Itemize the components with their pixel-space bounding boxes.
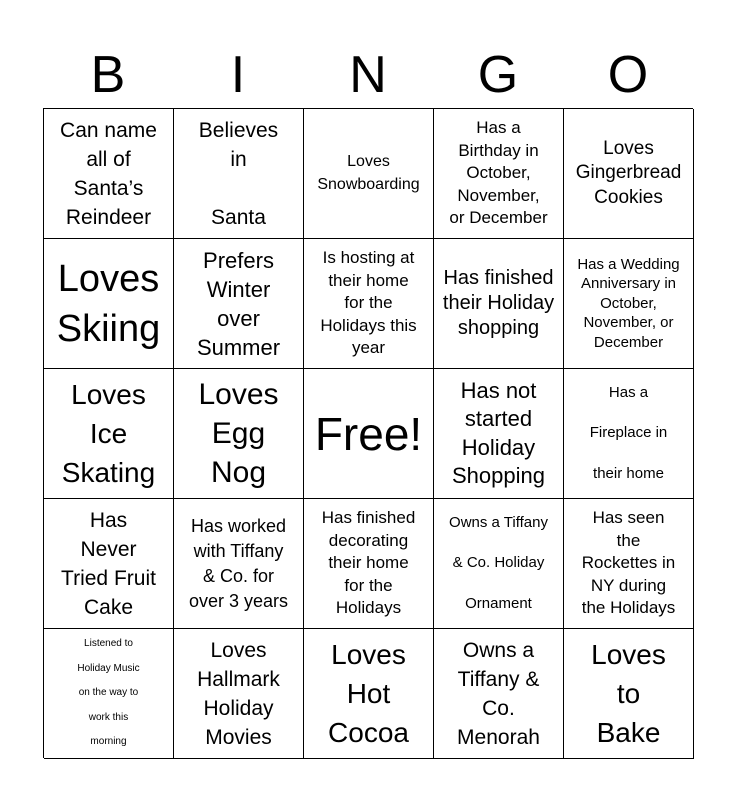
bingo-cell[interactable] (174, 369, 304, 499)
bingo-cell[interactable] (304, 109, 434, 239)
cell-text: Believes in Santa (198, 118, 279, 229)
free-space-text: Free! (314, 407, 423, 460)
bingo-cell[interactable] (564, 629, 694, 759)
bingo-cell[interactable] (44, 109, 174, 239)
cell-text: Has a Wedding Anniversary in October, November, or December (577, 255, 680, 351)
bingo-cell[interactable] (434, 369, 564, 499)
bingo-cell[interactable] (44, 499, 174, 629)
bingo-cell[interactable] (434, 499, 564, 629)
cell-text: Owns a Tiffany & Co. Holiday Ornament (449, 513, 548, 612)
cell-text: Has finished decorating their home for the Holidays (321, 508, 416, 618)
cell-text: Has a Birthday in October, November, or December (449, 118, 548, 228)
bingo-cell[interactable] (304, 629, 434, 759)
cell-text: Loves Egg Nog (198, 378, 279, 489)
bingo-cell[interactable] (434, 109, 564, 239)
bingo-cell[interactable] (174, 629, 304, 759)
bingo-cell[interactable] (564, 109, 694, 239)
cell-text: Owns a Tiffany & Co. Menorah (457, 638, 540, 749)
header-letter-b: B (90, 46, 126, 104)
cell-text: Loves Gingerbread Cookies (575, 137, 682, 208)
cell-text: Prefers Winter over Summer (196, 247, 281, 360)
free-space-cell[interactable] (304, 369, 434, 499)
bingo-cell[interactable] (174, 109, 304, 239)
bingo-cell[interactable] (44, 239, 174, 369)
bingo-cell[interactable] (564, 369, 694, 499)
header-letter-n: N (349, 46, 387, 104)
bingo-cell[interactable] (304, 239, 434, 369)
bingo-cell[interactable] (304, 499, 434, 629)
bingo-header (43, 42, 693, 108)
bingo-cell[interactable] (434, 629, 564, 759)
cell-text: Loves Snowboarding (317, 153, 420, 193)
cell-text: Loves to Bake (591, 639, 666, 748)
bingo-cell[interactable] (174, 239, 304, 369)
bingo-cell[interactable] (564, 239, 694, 369)
cell-text: Has Never Tried Fruit Cake (61, 508, 156, 619)
cell-text: Is hosting at their home for the Holidays this year (320, 248, 417, 358)
cell-text: Has not started Holiday Shopping (452, 377, 545, 488)
cell-text: Has finished their Holiday shopping (442, 267, 555, 339)
cell-text: Has a Fireplace in their home (589, 383, 668, 482)
bingo-card (43, 108, 693, 758)
header-letter-o: O (607, 46, 649, 104)
cell-text: Listened to Holiday Music on the way to work this morning (77, 638, 140, 748)
bingo-cell[interactable] (434, 239, 564, 369)
cell-text: Has worked with Tiffany & Co. for over 3 years (188, 515, 289, 611)
bingo-cell[interactable] (174, 499, 304, 629)
cell-text: Loves Hot Cocoa (328, 639, 409, 748)
bingo-cell[interactable] (564, 499, 694, 629)
bingo-cell[interactable] (44, 369, 174, 499)
bingo-cell[interactable] (44, 629, 174, 759)
cell-text: Has seen the Rockettes in NY during the Holidays (581, 508, 676, 618)
cell-text: Loves Ice Skating (61, 379, 156, 488)
cell-text: Can name all of Santa’s Reindeer (60, 118, 157, 229)
header-letter-i: I (230, 46, 246, 104)
header-letter-g: G (477, 46, 519, 104)
cell-text: Loves Skiing (56, 257, 161, 350)
cell-text: Loves Hallmark Holiday Movies (197, 638, 280, 749)
